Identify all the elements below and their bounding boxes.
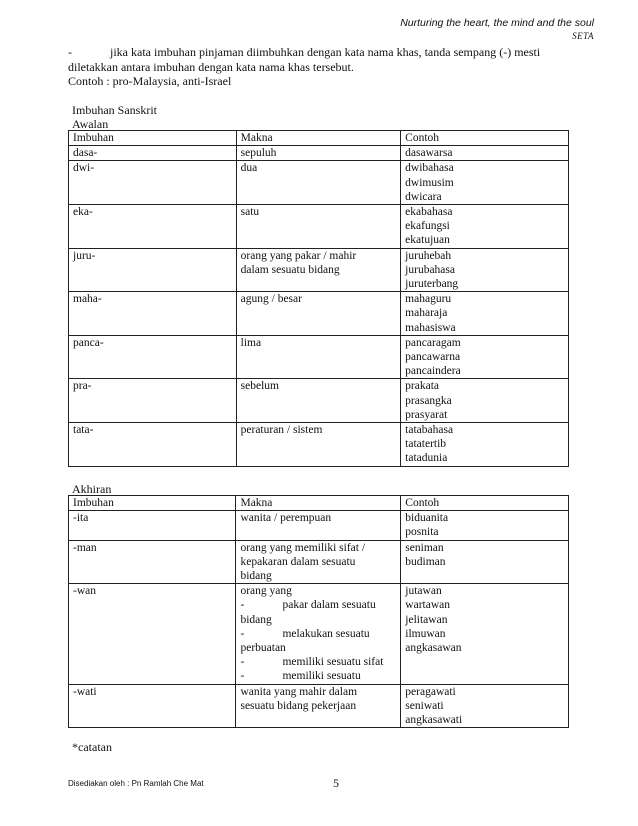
makna-line: sesuatu bidang pekerjaan: [240, 699, 357, 712]
makna-line: dalam sesuatu bidang: [240, 263, 340, 276]
table-row: [69, 205, 569, 249]
makna-cell: [236, 146, 401, 161]
column-header: Contoh: [401, 131, 569, 146]
table-row: [69, 684, 569, 728]
makna-line: orang yang: [240, 585, 292, 598]
contoh-line: seniman: [405, 541, 444, 554]
makna-line: - memiliki sesuatu sifat: [240, 656, 384, 669]
contoh-line: dwimusim: [405, 176, 454, 189]
contoh-line: juruhebah: [405, 249, 452, 262]
intro-example: Contoh : pro-Malaysia, anti-Israel: [68, 74, 232, 88]
makna-line: perbuatan: [240, 642, 286, 655]
imbuhan-cell: -man: [69, 540, 236, 584]
makna-cell: [236, 584, 401, 684]
awalan-title: Awalan: [72, 117, 109, 131]
imbuhan-cell: -ita: [69, 511, 236, 540]
contoh-line: jutawan: [405, 585, 442, 598]
makna-line: - melakukan sesuatu: [240, 627, 370, 640]
contoh-cell: [401, 146, 569, 161]
table-row: [69, 248, 569, 292]
makna-cell: [236, 292, 401, 336]
makna-line: wanita / perempuan: [240, 512, 332, 525]
table-row: [69, 540, 569, 584]
awalan-table: [68, 130, 569, 467]
table-row: [69, 335, 569, 379]
contoh-line: seniwati: [405, 699, 444, 712]
header-tagline: Nurturing the heart, the mind and the soul: [400, 17, 594, 29]
makna-line: satu: [240, 206, 260, 219]
makna-cell: [236, 540, 401, 584]
contoh-line: ekatujuan: [405, 234, 450, 247]
intro-line-1-text: jika kata imbuhan pinjaman diimbuhkan dengan kata nama khas, tanda sempang (-) mesti: [110, 45, 541, 59]
contoh-line: budiman: [405, 555, 446, 568]
contoh-line: juruterbang: [405, 278, 459, 291]
makna-cell: [236, 423, 401, 467]
intro-line-2: diletakkan antara imbuhan dengan kata nama khas tersebut.: [68, 59, 354, 74]
table-row: [69, 292, 569, 336]
contoh-line: ekafungsi: [405, 220, 450, 233]
contoh-line: pancawarna: [405, 351, 461, 364]
table-header-row: [69, 131, 569, 146]
table-header-row: [69, 496, 569, 511]
table-row: [69, 379, 569, 423]
header-seta: SETA: [572, 31, 594, 41]
makna-line: - memiliki sesuatu: [240, 670, 361, 683]
contoh-line: dwicara: [405, 190, 442, 203]
table-row: [69, 161, 569, 205]
contoh-line: tatabahasa: [405, 424, 454, 437]
contoh-line: mahasiswa: [405, 321, 456, 334]
contoh-line: biduanita: [405, 512, 449, 525]
makna-line: wanita yang mahir dalam: [240, 685, 358, 698]
imbuhan-cell: dwi-: [69, 161, 237, 205]
makna-cell: [236, 161, 401, 205]
contoh-line: ekabahasa: [405, 206, 453, 219]
makna-line: bidang: [240, 570, 272, 583]
contoh-line: jelitawan: [405, 613, 448, 626]
contoh-line: pancaragam: [405, 336, 461, 349]
contoh-line: prasyarat: [405, 408, 448, 421]
column-header: Makna: [236, 496, 401, 511]
footer-prepared-by: Disediakan oleh : Pn Ramlah Che Mat: [68, 779, 204, 788]
table-row: [69, 423, 569, 467]
column-header: Imbuhan: [69, 131, 237, 146]
sanskrit-title: Imbuhan Sanskrit: [72, 103, 157, 117]
contoh-line: angkasawan: [405, 642, 462, 655]
intro-paragraph: [68, 45, 568, 89]
imbuhan-cell: dasa-: [69, 146, 237, 161]
contoh-cell: [401, 292, 569, 336]
table-row: [69, 146, 569, 161]
contoh-line: prakata: [405, 380, 440, 393]
contoh-cell: [401, 379, 569, 423]
imbuhan-cell: maha-: [69, 292, 237, 336]
contoh-cell: [401, 161, 569, 205]
page-number: 5: [333, 776, 339, 790]
makna-line: orang yang memiliki sifat /: [240, 541, 366, 554]
makna-cell: [236, 335, 401, 379]
makna-line: sepuluh: [240, 147, 277, 160]
contoh-line: maharaja: [405, 307, 448, 320]
contoh-cell: [401, 511, 569, 540]
makna-line: - pakar dalam sesuatu: [240, 599, 376, 612]
intro-dash: -: [68, 45, 72, 59]
makna-line: peraturan / sistem: [240, 424, 323, 437]
contoh-line: prasangka: [405, 394, 452, 407]
contoh-cell: [401, 584, 569, 684]
imbuhan-cell: panca-: [69, 335, 237, 379]
makna-cell: [236, 511, 401, 540]
contoh-cell: [401, 423, 569, 467]
contoh-cell: [401, 248, 569, 292]
imbuhan-cell: juru-: [69, 248, 237, 292]
note-label: *catatan: [72, 740, 112, 754]
imbuhan-cell: -wan: [69, 584, 236, 684]
contoh-line: jurubahasa: [405, 263, 455, 276]
makna-line: agung / besar: [240, 293, 302, 306]
intro-line-1: [68, 45, 568, 60]
makna-cell: [236, 379, 401, 423]
makna-line: dua: [240, 162, 258, 175]
column-header: Contoh: [401, 496, 569, 511]
contoh-line: wartawan: [405, 599, 450, 612]
contoh-cell: [401, 684, 569, 728]
contoh-line: tatatertib: [405, 438, 447, 451]
imbuhan-cell: tata-: [69, 423, 237, 467]
contoh-line: dwibahasa: [405, 162, 454, 175]
contoh-line: mahaguru: [405, 293, 452, 306]
contoh-line: peragawati: [405, 685, 456, 698]
column-header: Imbuhan: [69, 496, 236, 511]
column-header: Makna: [236, 131, 401, 146]
imbuhan-cell: -wati: [69, 684, 236, 728]
makna-line: lima: [240, 336, 262, 349]
contoh-cell: [401, 540, 569, 584]
contoh-line: ilmuwan: [405, 627, 446, 640]
makna-line: bidang: [240, 613, 272, 626]
akhiran-table: [68, 495, 569, 728]
contoh-line: angkasawati: [405, 714, 463, 727]
imbuhan-cell: pra-: [69, 379, 237, 423]
contoh-line: posnita: [405, 526, 439, 539]
makna-line: orang yang pakar / mahir: [240, 249, 357, 262]
akhiran-title: Akhiran: [72, 482, 112, 496]
makna-line: kepakaran dalam sesuatu: [240, 555, 356, 568]
makna-cell: [236, 248, 401, 292]
contoh-line: tatadunia: [405, 452, 448, 465]
makna-cell: [236, 684, 401, 728]
contoh-cell: [401, 335, 569, 379]
table-row: [69, 511, 569, 540]
table-row: [69, 584, 569, 684]
makna-line: sebelum: [240, 380, 279, 393]
makna-cell: [236, 205, 401, 249]
contoh-line: dasawarsa: [405, 147, 453, 160]
contoh-line: pancaindera: [405, 365, 461, 378]
contoh-cell: [401, 205, 569, 249]
imbuhan-cell: eka-: [69, 205, 237, 249]
